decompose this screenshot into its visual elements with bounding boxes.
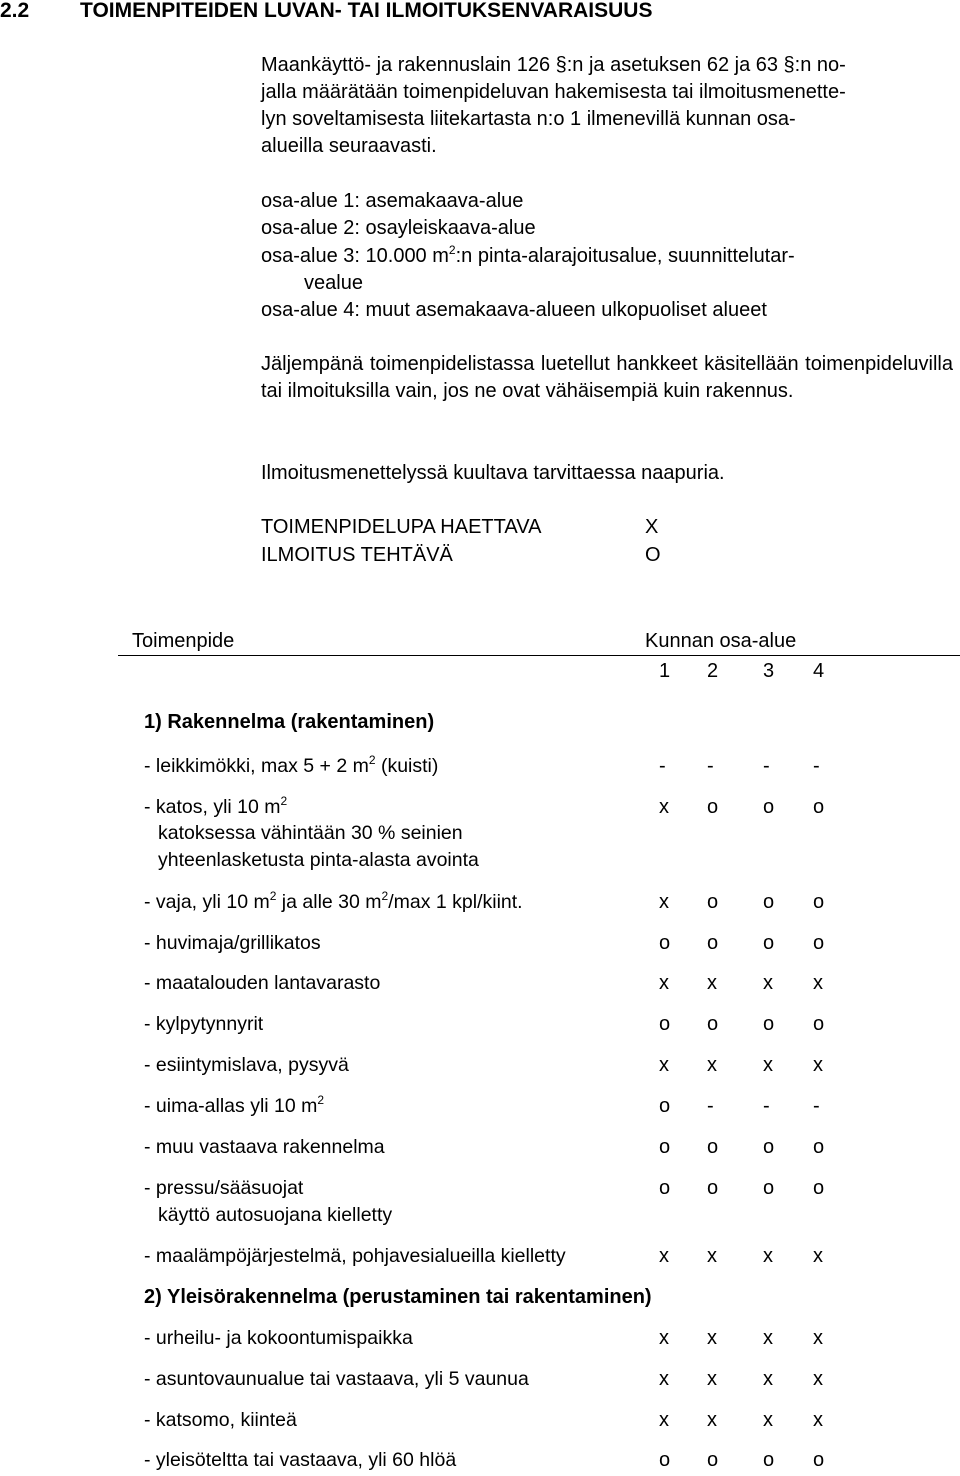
legend-notice-label: ILMOITUS TEHTÄVÄ bbox=[261, 544, 453, 566]
table-row: - huvimaja/grillikatos bbox=[144, 932, 321, 954]
row-marks: x x x x bbox=[659, 1409, 823, 1431]
legend-permit-label: TOIMENPIDELUPA HAETTAVA bbox=[261, 516, 542, 538]
row-marks: x x x x bbox=[659, 1327, 823, 1349]
legend-notice-mark: O bbox=[645, 544, 661, 566]
table-row: - maatalouden lantavarasto bbox=[144, 972, 381, 994]
area-2: osa-alue 2: osayleiskaava-alue bbox=[261, 217, 536, 239]
row-marks: x o o o bbox=[659, 891, 825, 913]
table-row: - katos, yli 10 $m^2$ bbox=[144, 794, 288, 818]
table-row: - pressu/sääsuojat bbox=[144, 1177, 304, 1199]
table-row: - katsomo, kiinteä bbox=[144, 1409, 297, 1431]
table-row: - asuntovaunualue tai vastaava, yli 5 vaunua bbox=[144, 1368, 529, 1390]
table-row-note: yhteenlasketusta pinta-alasta avointa bbox=[158, 849, 479, 871]
intro-paragraph-2: Jäljempänä toimenpidelistassa luetellut hankkeet käsitellään toimenpideluvilla tai ilmoituksilla vain, jos ne ovat vähäisempiä kuin rakennus. bbox=[261, 353, 953, 402]
intro-line: Maankäyttö- ja rakennuslain 126 §:n ja asetuksen 62 ja 63 §:n no- bbox=[261, 54, 846, 76]
table-row: - yleisöteltta tai vastaava, yli 60 hlöä bbox=[144, 1449, 457, 1471]
table-row: - muu vastaava rakennelma bbox=[144, 1136, 385, 1158]
intro-line: alueilla seuraavasti. bbox=[261, 135, 437, 157]
area-1: osa-alue 1: asemakaava-alue bbox=[261, 190, 524, 212]
area-3-cont: vealue bbox=[304, 272, 363, 294]
table-row: - urheilu- ja kokoontumispaikka bbox=[144, 1327, 413, 1349]
table-header-rule bbox=[118, 655, 960, 656]
section-2-heading: 2) Yleisörakennelma (perustaminen tai rakentaminen) bbox=[144, 1286, 652, 1308]
row-marks: o o o o bbox=[659, 1177, 825, 1199]
legend-permit-mark: X bbox=[645, 516, 659, 538]
table-row-note: katoksessa vähintään 30 % seinien bbox=[158, 822, 463, 844]
intro-paragraph-3: Ilmoitusmenettelyssä kuultava tarvittaessa naapuria. bbox=[261, 462, 725, 484]
row-marks: o o o o bbox=[659, 1136, 825, 1158]
row-marks: o - - - bbox=[659, 1095, 820, 1117]
table-row-note: käyttö autosuojana kielletty bbox=[158, 1204, 393, 1226]
row-marks: x x x x bbox=[659, 972, 823, 994]
row-marks: x x x x bbox=[659, 1245, 823, 1267]
row-marks: x x x x bbox=[659, 1054, 823, 1076]
table-row: - esiintymislava, pysyvä bbox=[144, 1054, 349, 1076]
area-4: osa-alue 4: muut asemakaava-alueen ulkopuoliset alueet bbox=[261, 299, 767, 321]
section-1-heading: 1) Rakennelma (rakentaminen) bbox=[144, 711, 435, 733]
row-marks: o o o o bbox=[659, 932, 825, 954]
row-marks: - - - - bbox=[659, 755, 820, 777]
area-number-header: 1 2 3 4 bbox=[659, 660, 825, 682]
row-marks: x o o o bbox=[659, 796, 825, 818]
column-header-area: Kunnan osa-alue bbox=[645, 630, 797, 652]
row-marks: o o o o bbox=[659, 1013, 825, 1035]
table-row: - maalämpöjärjestelmä, pohjavesialueilla kielletty bbox=[144, 1245, 566, 1267]
row-marks: x x x x bbox=[659, 1368, 823, 1390]
area-3: osa-alue 3: 10.000 $m^2:n$ pinta-alarajoitusalue, suunnittelutar- bbox=[261, 243, 795, 267]
table-row: - vaja, yli 10 $m^2$ ja alle 30 $m^2/\max$ 1 kpl/kiint. bbox=[144, 889, 523, 913]
intro-line: lyn soveltamisesta liitekartasta n:o 1 ilmenevillä kunnan osa- bbox=[261, 108, 796, 130]
section-number: 2.2 bbox=[0, 0, 30, 22]
section-title: TOIMENPITEIDEN LUVAN- TAI ILMOITUKSENVARAISUUS bbox=[80, 0, 653, 22]
intro-line: jalla määrätään toimenpideluvan hakemisesta tai ilmoitusmenette- bbox=[261, 81, 846, 103]
row-marks: o o o o bbox=[659, 1449, 825, 1471]
table-row: - uima-allas yli 10 $m^2$ bbox=[144, 1093, 325, 1117]
table-row: - kylpytynnyrit bbox=[144, 1013, 264, 1035]
column-header-toimenpide: Toimenpide bbox=[132, 630, 235, 652]
table-row: - leikkimökki, max 5 + 2 $m^2$ (kuisti) bbox=[144, 753, 439, 777]
